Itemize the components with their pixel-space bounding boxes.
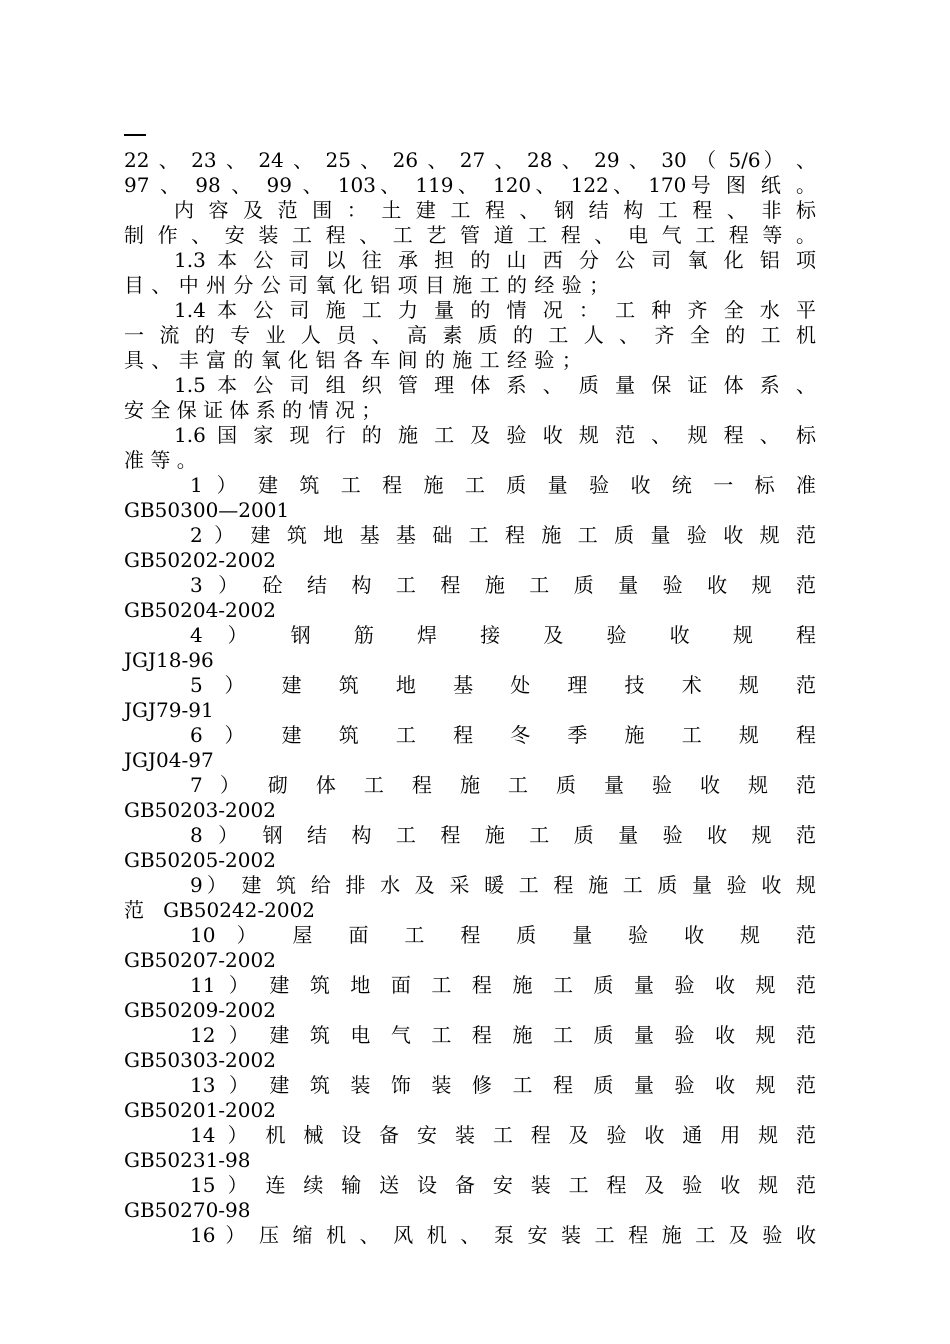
standard-item-code: GB50205-2002: [124, 848, 276, 872]
standard-item-code: GB50231-98: [124, 1148, 251, 1172]
section-heading-1-4: 1.4 本 公 司 施 工 力 量 的 情 况 ： 工 种 齐 全 水 平: [174, 298, 816, 322]
standard-item-title: 5 ） 建 筑 地 基 处 理 技 术 规 范: [190, 673, 816, 697]
standard-item-title: 7 ） 砌 体 工 程 施 工 质 量 验 收 规 范: [190, 773, 816, 797]
section-heading-1-6: 1.6 国 家 现 行 的 施 工 及 验 收 规 范 、 规 程 、 标: [174, 423, 816, 447]
standard-item-code: GB50209-2002: [124, 998, 276, 1022]
standard-item-code: GB50207-2002: [124, 948, 276, 972]
text-line: 具 、 丰 富 的 氧 化 铝 各 车 间 的 施 工 经 验 ；: [124, 348, 583, 372]
standard-item-code: GB50202-2002: [124, 548, 276, 572]
standard-item-title: 3 ） 砼 结 构 工 程 施 工 质 量 验 收 规 范: [190, 573, 816, 597]
standard-item-title: 6 ） 建 筑 工 程 冬 季 施 工 规 程: [190, 723, 816, 747]
standard-item-title: 8 ） 钢 结 构 工 程 施 工 质 量 验 收 规 范: [190, 823, 816, 847]
text-line: 制 作 、 安 装 工 程 、 工 艺 管 道 工 程 、 电 气 工 程 等 。: [124, 223, 816, 247]
section-heading-1-3: 1.3 本 公 司 以 往 承 担 的 山 西 分 公 司 氧 化 铝 项: [174, 248, 816, 272]
text-line: 准 等 。: [124, 448, 197, 472]
text-line: 目 、 中 州 分 公 司 氧 化 铝 项 目 施 工 的 经 验 ；: [124, 273, 610, 297]
standard-item-title: 15 ） 连 续 输 送 设 备 安 装 工 程 及 验 收 规 范: [190, 1173, 816, 1197]
standard-item-code: GB50201-2002: [124, 1098, 276, 1122]
section-heading-1-5: 1.5 本 公 司 组 织 管 理 体 系 、 质 量 保 证 体 系 、: [174, 373, 816, 397]
standard-item-code: GB50300—2001: [124, 498, 290, 522]
standard-item-title: 4 ） 钢 筋 焊 接 及 验 收 规 程: [190, 623, 816, 647]
standard-item-title: 14 ） 机 械 设 备 安 装 工 程 及 验 收 通 用 规 范: [190, 1123, 816, 1147]
leading-dash: [124, 134, 146, 136]
text-line: 22 、 23 、 24 、 25 、 26 、 27 、 28 、 29 、 30 （ 5/6） 、: [124, 148, 816, 172]
standard-item-title: 9） 建 筑 给 排 水 及 采 暖 工 程 施 工 质 量 验 收 规: [190, 873, 816, 897]
standard-item-code: GB50270-98: [124, 1198, 251, 1222]
standard-item-title: 2 ） 建 筑 地 基 基 础 工 程 施 工 质 量 验 收 规 范: [190, 523, 816, 547]
standard-item-title: 12 ） 建 筑 电 气 工 程 施 工 质 量 验 收 规 范: [190, 1023, 816, 1047]
standard-item-code: JGJ04-97: [124, 748, 214, 772]
standard-item-code: JGJ18-96: [124, 648, 214, 672]
standard-item-title: 10 ） 屋 面 工 程 质 量 验 收 规 范: [190, 923, 816, 947]
text-line: 安 全 保 证 体 系 的 情 况 ；: [124, 398, 382, 422]
text-line: 97 、 98 、 99 、 103、 119、 120、 122、 170号 图 纸 。: [124, 173, 816, 197]
standard-item-code: GB50303-2002: [124, 1048, 276, 1072]
standard-item-title: 13 ） 建 筑 装 饰 装 修 工 程 质 量 验 收 规 范: [190, 1073, 816, 1097]
text-line: 内 容 及 范 围 ： 土 建 工 程 、 钢 结 构 工 程 、 非 标: [174, 198, 816, 222]
standard-item-title: 1 ） 建 筑 工 程 施 工 质 量 验 收 统 一 标 准: [190, 473, 816, 497]
text-line: 一 流 的 专 业 人 员 、 高 素 质 的 工 人 、 齐 全 的 工 机: [124, 323, 816, 347]
standard-item-code: JGJ79-91: [124, 698, 214, 722]
standard-item-title: 16 ） 压 缩 机 、 风 机 、 泵 安 装 工 程 施 工 及 验 收: [190, 1223, 816, 1247]
standard-item-code: 范 GB50242-2002: [124, 898, 316, 922]
standard-item-code: GB50204-2002: [124, 598, 276, 622]
standard-item-code: GB50203-2002: [124, 798, 276, 822]
standard-item-title: 11 ） 建 筑 地 面 工 程 施 工 质 量 验 收 规 范: [190, 973, 816, 997]
